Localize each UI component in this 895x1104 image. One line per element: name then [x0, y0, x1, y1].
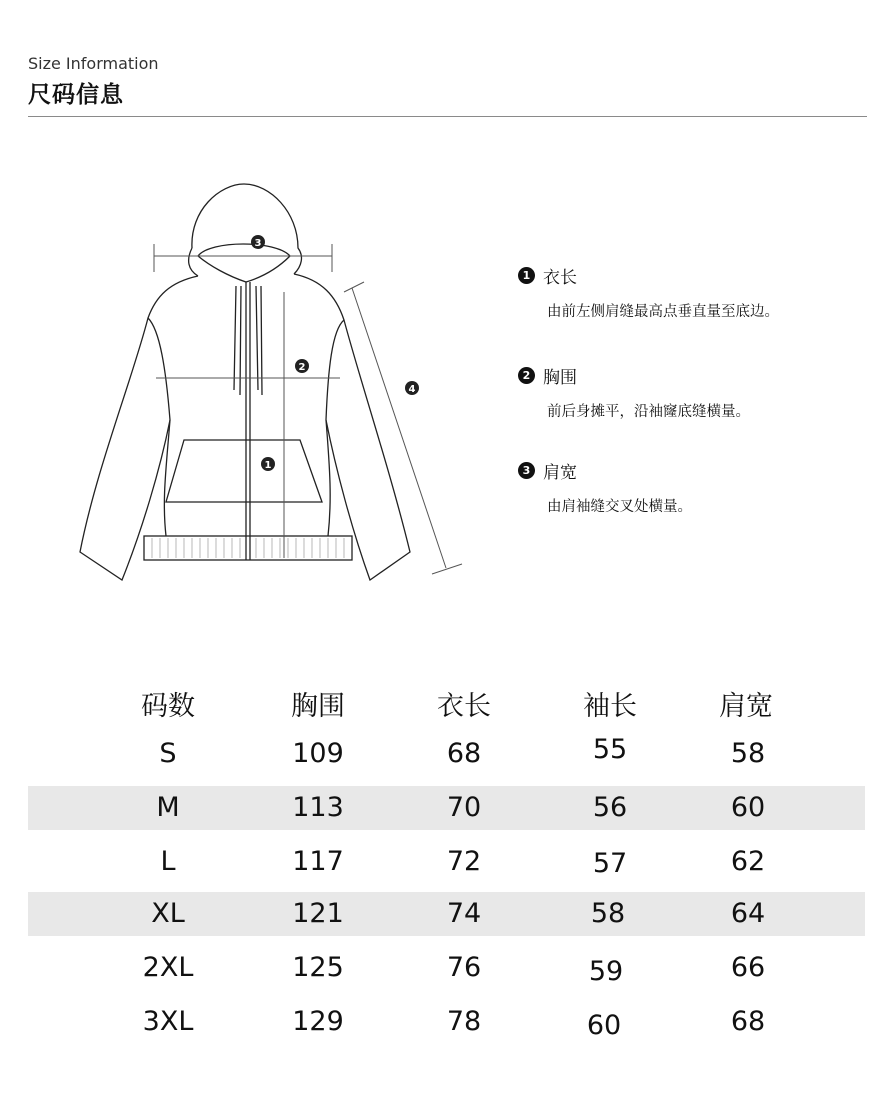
legend-title: 衣长 — [543, 268, 577, 288]
cell-length: 78 — [446, 1006, 482, 1037]
cell-shoulder: 58 — [730, 738, 766, 769]
cell-sleeve: 59 — [588, 956, 624, 987]
table-header-length: 衣长 — [437, 691, 491, 722]
marker-1-label: 1 — [264, 460, 272, 471]
cell-sleeve: 60 — [586, 1010, 622, 1041]
header-title-cn: 尺码信息 — [28, 82, 124, 108]
legend-num-2: 2 — [518, 367, 535, 384]
table-header-shoulder: 肩宽 — [719, 691, 773, 722]
cell-chest: 109 — [292, 738, 344, 769]
marker-2-label: 2 — [298, 362, 306, 373]
cell-chest: 113 — [292, 792, 344, 823]
table-header-size: 码数 — [141, 691, 195, 722]
cell-sleeve: 58 — [590, 898, 626, 929]
cell-length: 68 — [446, 738, 482, 769]
legend-item-length — [518, 263, 779, 321]
cell-size: 3XL — [142, 1006, 194, 1037]
cell-length: 70 — [446, 792, 482, 823]
legend-num-1: 1 — [518, 267, 535, 284]
cell-shoulder: 64 — [730, 898, 766, 929]
cell-chest: 125 — [292, 952, 344, 983]
legend-item-chest — [518, 363, 750, 421]
table-header-chest: 胸围 — [291, 691, 345, 722]
marker-4-label: 4 — [408, 384, 416, 395]
header-title-en: Size Information — [28, 54, 159, 73]
cell-size: L — [160, 846, 176, 877]
legend-title: 胸围 — [543, 368, 577, 388]
cell-size: 2XL — [142, 952, 194, 983]
cell-chest: 117 — [292, 846, 344, 877]
cell-sleeve: 55 — [592, 734, 628, 765]
header-divider — [28, 116, 867, 117]
legend-num-3: 3 — [518, 462, 535, 479]
cell-size: M — [156, 792, 180, 823]
legend-desc: 由肩袖缝交叉处横量。 — [547, 499, 692, 515]
cell-chest: 129 — [292, 1006, 344, 1037]
legend-desc: 由前左侧肩缝最高点垂直量至底边。 — [547, 304, 779, 320]
marker-3-label: 3 — [254, 238, 262, 249]
hoodie-diagram — [70, 170, 490, 590]
table-header-sleeve: 袖长 — [583, 691, 637, 722]
cell-shoulder: 66 — [730, 952, 766, 983]
cell-sleeve: 56 — [592, 792, 628, 823]
legend-item-shoulder — [518, 458, 692, 516]
legend-title: 肩宽 — [543, 463, 577, 483]
cell-length: 72 — [446, 846, 482, 877]
cell-shoulder: 60 — [730, 792, 766, 823]
cell-sleeve: 57 — [592, 848, 628, 879]
cell-size: XL — [151, 898, 185, 929]
cell-length: 74 — [446, 898, 482, 929]
cell-size: S — [159, 738, 177, 769]
cell-shoulder: 68 — [730, 1006, 766, 1037]
cell-shoulder: 62 — [730, 846, 766, 877]
cell-length: 76 — [446, 952, 482, 983]
cell-chest: 121 — [292, 898, 344, 929]
legend-desc: 前后身摊平，沿袖窿底缝横量。 — [547, 404, 750, 420]
